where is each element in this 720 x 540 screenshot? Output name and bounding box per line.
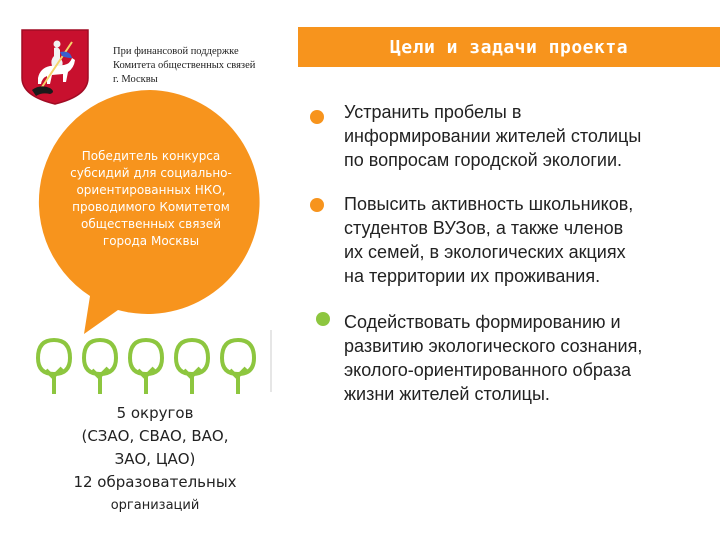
sponsor-line: г. Москвы (113, 74, 158, 85)
goal-line: Содействовать формированию и (344, 312, 621, 332)
trees-row (36, 336, 276, 396)
goal-line: студентов ВУЗов, а также членов (344, 218, 624, 238)
bullet-icon (316, 312, 330, 326)
tree-icon (222, 340, 254, 394)
school-count: 12 образовательных (73, 473, 237, 491)
section-title: Цели и задачи проекта (389, 36, 629, 58)
tree-icon (84, 340, 116, 394)
section-header (298, 27, 720, 67)
bullet-icon (310, 110, 324, 124)
sponsor-note (113, 45, 283, 87)
award-line: города Москвы (102, 234, 200, 248)
goal-item (344, 192, 633, 288)
goal-line: информировании жителей столицы (344, 126, 642, 146)
award-line: общественных связей (80, 217, 221, 231)
sponsor-line: При финансовой поддержке (113, 46, 239, 57)
goal-line: по вопросам городской экологии. (344, 150, 623, 170)
award-line: субсидий для социально- (70, 166, 232, 180)
sponsor-line: Комитета общественных связей (113, 60, 256, 71)
goal-line: жизни жителей столицы. (344, 384, 550, 404)
goal-line: на территории их проживания. (344, 266, 601, 286)
school-label: организаций (110, 498, 200, 513)
okrug-count: 5 округов (116, 404, 194, 422)
goal-line: эколого-ориентированного образа (344, 360, 631, 380)
goal-line: развитию экологического сознания, (344, 336, 643, 356)
okrug-list: ЗАО, ЦАО) (114, 450, 196, 468)
award-line: Победитель конкурса (81, 149, 221, 163)
tree-icon (176, 340, 208, 394)
award-line: ориентированных НКО, (76, 183, 226, 197)
tree-icon (130, 340, 162, 394)
divider (270, 330, 272, 392)
goal-item (344, 100, 641, 172)
goal-line: их семей, в экологических акциях (344, 242, 626, 262)
award-line: проводимого Комитетом (72, 200, 230, 214)
goal-item (344, 310, 642, 406)
okrug-list: (СЗАО, СВАО, ВАО, (81, 427, 229, 445)
award-text (40, 148, 262, 250)
bullet-icon (310, 198, 324, 212)
goal-line: Повысить активность школьников, (344, 194, 634, 214)
goal-line: Устранить пробелы в (344, 102, 522, 122)
coverage-info (40, 402, 270, 517)
tree-icon (38, 340, 70, 394)
